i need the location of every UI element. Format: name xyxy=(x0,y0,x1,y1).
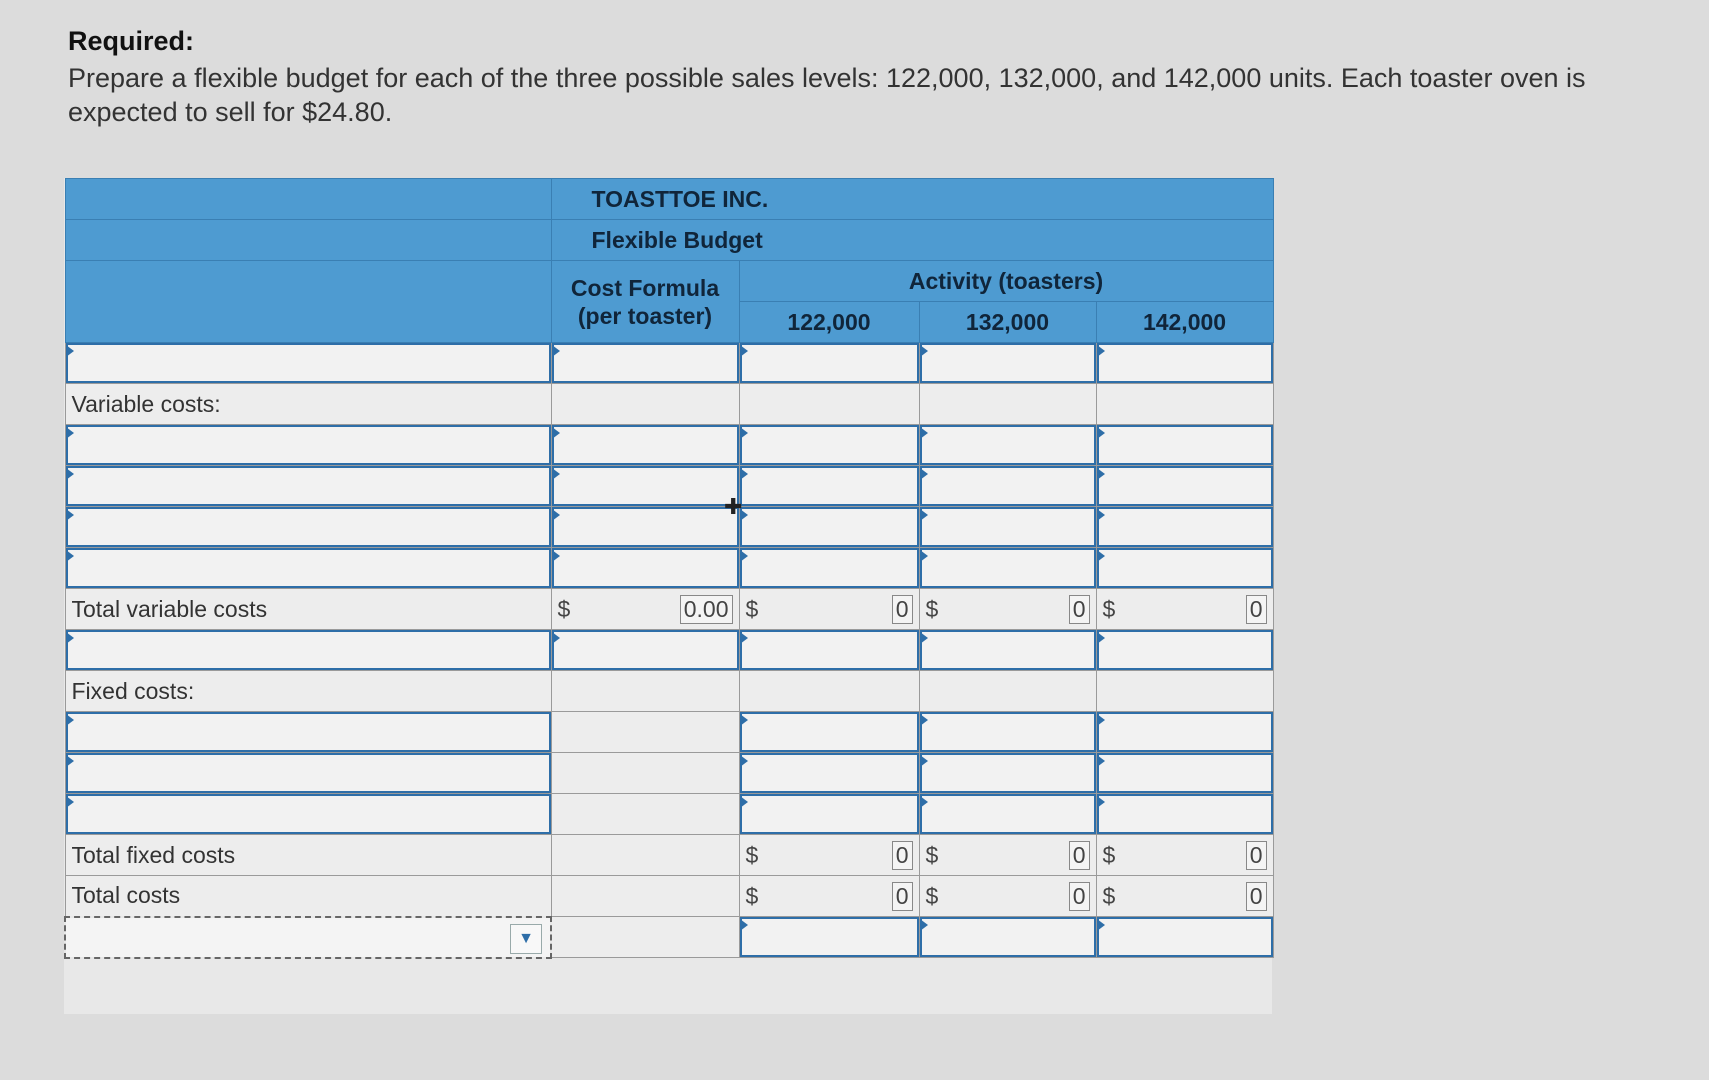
total-variable-value: 0 xyxy=(892,595,913,624)
income-input-122000[interactable] xyxy=(739,917,919,958)
activity-level-2: 132,000 xyxy=(919,302,1096,343)
currency-sign: $ xyxy=(925,595,939,622)
currency-sign: $ xyxy=(745,841,759,868)
variable-cost-input[interactable] xyxy=(739,466,919,507)
total-variable-formula-value: 0.00 xyxy=(680,595,733,624)
chevron-down-icon[interactable]: ▼ xyxy=(510,924,542,954)
income-input-132000[interactable] xyxy=(919,917,1096,958)
fixed-cost-input[interactable] xyxy=(739,794,919,835)
total-fixed-142000 xyxy=(1096,835,1273,876)
variable-cost-label-input[interactable] xyxy=(65,425,551,466)
fixed-costs-label: Fixed costs: xyxy=(65,671,551,712)
fixed-cost-input[interactable] xyxy=(919,753,1096,794)
currency-sign: $ xyxy=(557,595,571,622)
header-blank xyxy=(65,261,551,343)
flexible-budget-worksheet xyxy=(64,178,1272,1014)
total-costs-value: 0 xyxy=(1246,882,1267,911)
total-fixed-value: 0 xyxy=(892,841,913,870)
activity-level-1: 122,000 xyxy=(739,302,919,343)
total-variable-122000 xyxy=(739,589,919,630)
revenue-input-122000[interactable] xyxy=(739,343,919,384)
variable-cost-input[interactable] xyxy=(1096,466,1273,507)
total-fixed-122000 xyxy=(739,835,919,876)
variable-cost-input[interactable] xyxy=(919,466,1096,507)
required-heading: Required: xyxy=(68,26,195,56)
currency-sign: $ xyxy=(745,595,759,622)
contribution-label-input[interactable] xyxy=(65,630,551,671)
fixed-cost-input[interactable] xyxy=(1096,794,1273,835)
total-variable-costs-label: Total variable costs xyxy=(65,589,551,630)
total-fixed-costs-label: Total fixed costs xyxy=(65,835,551,876)
variable-cost-input[interactable] xyxy=(1096,548,1273,589)
currency-sign: $ xyxy=(1102,841,1116,868)
total-variable-value: 0 xyxy=(1069,595,1090,624)
total-fixed-value: 0 xyxy=(1069,841,1090,870)
variable-cost-input[interactable] xyxy=(919,507,1096,548)
total-costs-value: 0 xyxy=(1069,882,1090,911)
total-fixed-132000 xyxy=(919,835,1096,876)
total-costs-label: Total costs xyxy=(65,876,551,917)
fixed-cost-input[interactable] xyxy=(919,794,1096,835)
header-blank xyxy=(65,220,551,261)
total-costs-value: 0 xyxy=(892,882,913,911)
revenue-input-142000[interactable] xyxy=(1096,343,1273,384)
fixed-cost-input[interactable] xyxy=(1096,712,1273,753)
variable-cost-input[interactable] xyxy=(739,507,919,548)
variable-cost-input[interactable] xyxy=(739,425,919,466)
variable-cost-formula-input[interactable] xyxy=(551,507,739,548)
revenue-input-132000[interactable] xyxy=(919,343,1096,384)
total-variable-formula xyxy=(551,589,739,630)
variable-cost-input[interactable] xyxy=(1096,425,1273,466)
fixed-cost-input[interactable] xyxy=(739,753,919,794)
revenue-label-input[interactable] xyxy=(65,343,551,384)
contribution-input[interactable] xyxy=(739,630,919,671)
cost-formula-header: Cost Formula (per toaster) xyxy=(551,261,739,343)
company-name: TOASTTOE INC. xyxy=(551,179,1273,220)
total-costs-122000 xyxy=(739,876,919,917)
variable-costs-label: Variable costs: xyxy=(65,384,551,425)
header-blank xyxy=(65,179,551,220)
total-variable-value: 0 xyxy=(1246,595,1267,624)
variable-cost-input[interactable] xyxy=(919,548,1096,589)
fixed-cost-label-input[interactable] xyxy=(65,712,551,753)
total-variable-142000 xyxy=(1096,589,1273,630)
budget-title: Flexible Budget xyxy=(551,220,1273,261)
currency-sign: $ xyxy=(1102,595,1116,622)
fixed-cost-label-input[interactable] xyxy=(65,794,551,835)
currency-sign: $ xyxy=(925,841,939,868)
variable-cost-formula-input[interactable] xyxy=(551,425,739,466)
contribution-formula-input[interactable] xyxy=(551,630,739,671)
variable-cost-label-input[interactable] xyxy=(65,466,551,507)
contribution-input[interactable] xyxy=(919,630,1096,671)
total-costs-132000 xyxy=(919,876,1096,917)
required-section xyxy=(68,26,1688,129)
total-variable-132000 xyxy=(919,589,1096,630)
currency-sign: $ xyxy=(745,882,759,909)
currency-sign: $ xyxy=(1102,882,1116,909)
contribution-input[interactable] xyxy=(1096,630,1273,671)
income-label-dropdown[interactable] xyxy=(65,917,551,958)
variable-cost-formula-input[interactable] xyxy=(551,548,739,589)
variable-cost-formula-input[interactable] xyxy=(551,466,739,507)
total-costs-142000 xyxy=(1096,876,1273,917)
fixed-cost-input[interactable] xyxy=(919,712,1096,753)
fixed-cost-label-input[interactable] xyxy=(65,753,551,794)
currency-sign: $ xyxy=(925,882,939,909)
income-input-142000[interactable] xyxy=(1096,917,1273,958)
required-text: Prepare a flexible budget for each of the three possible sales levels: 122,000, 132,000, and 142,000 units. Each toaster oven is expected to sell for $24.80. xyxy=(68,63,1586,127)
variable-cost-label-input[interactable] xyxy=(65,548,551,589)
move-cursor-icon: ✚ xyxy=(724,494,743,519)
activity-level-3: 142,000 xyxy=(1096,302,1273,343)
fixed-cost-input[interactable] xyxy=(739,712,919,753)
total-fixed-value: 0 xyxy=(1246,841,1267,870)
variable-cost-input[interactable] xyxy=(1096,507,1273,548)
variable-cost-input[interactable] xyxy=(919,425,1096,466)
activity-header: Activity (toasters) xyxy=(739,261,1273,302)
revenue-formula-input[interactable] xyxy=(551,343,739,384)
variable-cost-label-input[interactable] xyxy=(65,507,551,548)
variable-cost-input[interactable] xyxy=(739,548,919,589)
fixed-cost-input[interactable] xyxy=(1096,753,1273,794)
